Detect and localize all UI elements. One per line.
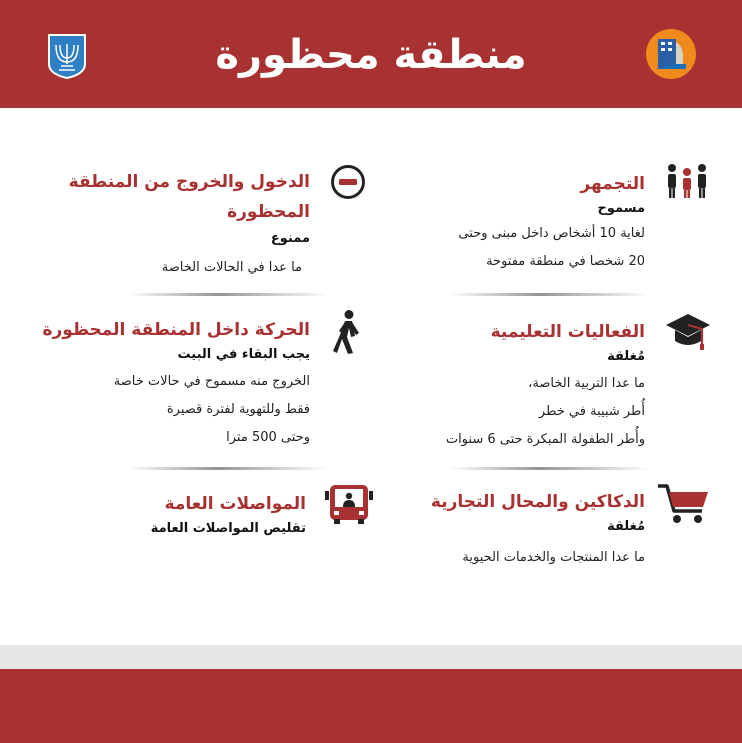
gray-band <box>0 645 742 669</box>
section-title: الحركة داخل المنطقة المحظورة <box>42 320 310 340</box>
ministry-logo-icon <box>645 28 697 80</box>
section-divider <box>450 293 650 296</box>
section-detail: الخروج منه مسموح في حالات خاصة <box>113 374 310 389</box>
shopping-cart-icon <box>656 482 710 526</box>
section-status: تقليص المواصلات العامة <box>150 521 306 536</box>
section-title: التجمهر <box>580 174 645 194</box>
section-detail: فقط وللتهوية لفترة قصيرة <box>166 402 310 417</box>
section-divider <box>128 467 328 470</box>
page-title: منطقة محظورة <box>215 32 527 78</box>
section-detail: ما عدا التربية الخاصة، <box>528 376 645 391</box>
section-detail: ما عدا في الحالات الخاصة <box>161 260 302 275</box>
section-divider <box>128 293 328 296</box>
gathering-section <box>345 170 645 276</box>
section-status: مُغلقة <box>607 349 645 364</box>
movement-section <box>10 316 310 452</box>
section-detail: وحتى 500 مترا <box>226 430 310 445</box>
section-status: ممنوع <box>270 231 310 246</box>
section-status: مُغلقة <box>607 519 645 534</box>
section-detail: لغاية 10 أشخاص داخل مبنى وحتى <box>458 226 645 241</box>
footer-banner <box>0 669 742 743</box>
section-title: الدخول والخروج من المنطقة <box>68 172 310 192</box>
shops-section <box>345 488 645 572</box>
section-detail: ما عدا المنتجات والخدمات الحيوية <box>462 550 645 565</box>
transport-section <box>26 490 306 540</box>
section-title: المواصلات العامة <box>164 494 306 514</box>
section-detail: وأُطر الطفولة المبكرة حتى 6 سنوات <box>445 432 645 447</box>
header-banner <box>0 0 742 108</box>
section-title: الدكاكين والمحال التجارية <box>430 492 645 512</box>
section-detail: أُطر شبيبة في خطر <box>538 404 645 419</box>
education-section <box>325 318 645 454</box>
section-detail: 20 شخصا في منطقة مفتوحة <box>486 254 645 269</box>
graduation-cap-icon <box>664 312 712 352</box>
section-divider <box>450 467 650 470</box>
section-status: يجب البقاء في البيت <box>177 347 310 362</box>
people-gathering-icon <box>665 163 709 199</box>
section-title-continued: المحظورة <box>227 202 310 222</box>
section-title: الفعاليات التعليمية <box>490 322 645 342</box>
entry-exit-section <box>30 168 310 282</box>
section-status: مسموح <box>597 201 645 216</box>
